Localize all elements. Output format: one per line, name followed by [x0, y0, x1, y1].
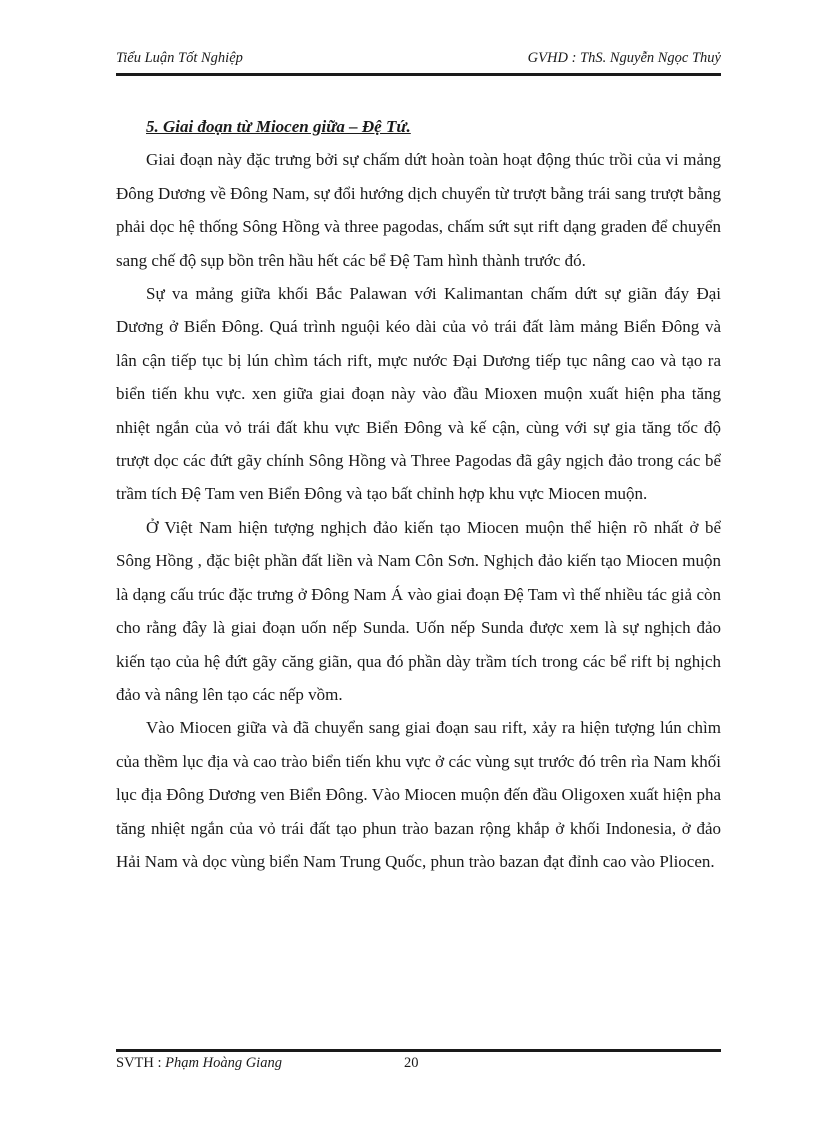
paragraph-4: Vào Miocen giữa và đã chuyển sang giai đoạn sau rift, xảy ra hiện tượng lún chìm của thềm lục địa và cao trào biển tiến khu vực ở các vùng sụt trước đó trên rìa Nam khối lục địa Đông Dương ven Biển Đông. Vào Miocen muộn đến đầu Oligoxen xuất hiện pha tăng nhiệt ngắn của vỏ trái đất tạo phun trào bazan rộng khắp ở khối Indonesia, ở đảo Hải Nam và dọc vùng biển Nam Trung Quốc, phun trào bazan đạt đỉnh cao vào Pliocen.: [116, 718, 721, 871]
paragraph-3: Ở Việt Nam hiện tượng nghịch đảo kiến tạo Miocen muộn thể hiện rõ nhất ở bể Sông Hồng , đặc biệt phần đất liền và Nam Côn Sơn. Nghịch đảo kiến tạo Miocen muộn là dạng cấu trúc đặc trưng ở Đông Nam Á vào giai đoạn Đệ Tam vì thế nhiều tác giả còn cho rằng đây là giai đoạn uốn nếp Sunda. Uốn nếp Sunda được xem là sự nghịch đảo kiến tạo của hệ đứt gãy căng giãn, qua đó phần dày trầm tích trong các bể rift bị nghịch đảo và nâng lên tạo các nếp vồm.: [116, 517, 721, 704]
header-title: Tiểu Luận Tốt Nghiệp: [116, 50, 243, 66]
header-rule: [116, 73, 721, 76]
paragraph-2: Sự va mảng giữa khối Bắc Palawan với Kalimantan chấm dứt sự giãn đáy Đại Dương ở Biển Đông. Quá trình nguội kéo dài của vỏ trái đất làm mảng Biển Đông và lân cận tiếp tục bị lún chìm tách rift, mực nước Đại Dương tiếp tục nâng cao và tạo ra biển tiến khu vực. xen giữa giai đoạn này vào đầu Mioxen muộn xuất hiện pha tăng nhiệt ngắn của vỏ trái đất khu vực Biển Đông và kế cận, cùng với sự gia tăng tốc độ trượt dọc các đứt gãy chính Sông Hồng và Three Pagodas đã gây ngịch đảo trong các bể trầm tích Đệ Tam ven Biển Đông và tạo bất chỉnh hợp khu vực Miocen muộn.: [116, 284, 721, 504]
footer-rule: [116, 1049, 721, 1052]
footer-student: [116, 1055, 282, 1072]
page-body: [116, 110, 721, 878]
paragraph-1: Giai đoạn này đặc trưng bởi sự chấm dứt hoàn toàn hoạt động thúc trồi của vi mảng Đông Dương về Đông Nam, sự đổi hướng dịch chuyển từ trượt bằng trái sang trượt bằng phải dọc hệ thống Sông Hồng và three pagodas, chấm sứt sụt rift dạng graden để chuyển sang chế độ sụp bồn trên hầu hết các bể Đệ Tam hình thành trước đó.: [116, 150, 721, 270]
page-footer: [116, 1055, 721, 1077]
footer-student-name: Phạm Hoàng Giang: [165, 1055, 282, 1071]
page-header: [116, 50, 721, 72]
page-number: 20: [404, 1055, 419, 1071]
footer-student-label: SVTH :: [116, 1055, 166, 1071]
header-advisor: GVHD : ThS. Nguyễn Ngọc Thuỷ: [527, 50, 721, 66]
section-heading: 5. Giai đoạn từ Miocen giữa – Đệ Tứ.: [146, 117, 411, 136]
